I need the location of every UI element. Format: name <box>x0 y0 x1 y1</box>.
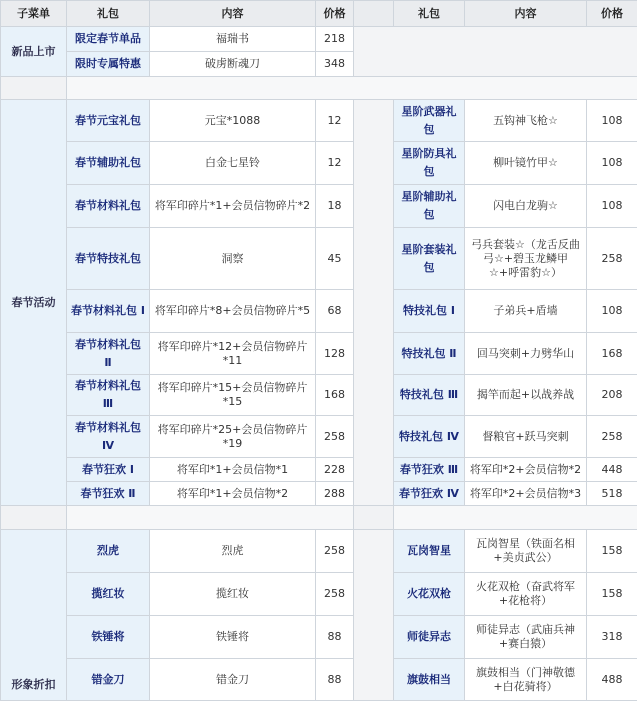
header-gift: 礼包 <box>67 1 150 27</box>
gift-price: 168 <box>316 375 354 416</box>
spacer-cell <box>394 506 637 530</box>
gift-name-2: 特技礼包 Ⅲ <box>394 375 465 416</box>
gift-content: 将军印碎片*12+会员信物碎片*11 <box>150 333 316 375</box>
gift-content-2: 闪电白龙驹☆ <box>465 185 587 228</box>
header-content-2: 内容 <box>465 1 587 27</box>
gift-price: 12 <box>316 142 354 185</box>
gift-price-2: 168 <box>587 333 637 375</box>
gift-content-2: 火花双枪（奋武将军+花枪将） <box>465 573 587 616</box>
gift-price-2: 488 <box>587 659 637 701</box>
gift-name-2: 星阶辅助礼包 <box>394 185 465 228</box>
gift-price-2: 158 <box>587 573 637 616</box>
spacer-cell <box>67 506 354 530</box>
gift-content: 破虏断魂刀 <box>150 52 316 77</box>
header-price: 价格 <box>316 1 354 27</box>
gift-content-2: 柳叶镜竹甲☆ <box>465 142 587 185</box>
section-image-label: 形象折扣 <box>1 530 67 701</box>
gift-price: 218 <box>316 27 354 52</box>
gift-name: 烈虎 <box>67 530 150 573</box>
header-content: 内容 <box>150 1 316 27</box>
gift-content: 将军印碎片*25+会员信物碎片*19 <box>150 416 316 458</box>
gift-name: 春节元宝礼包 <box>67 100 150 142</box>
gift-name-2: 特技礼包 Ⅳ <box>394 416 465 458</box>
gap-column <box>354 530 394 701</box>
gift-price: 88 <box>316 659 354 701</box>
gift-content: 烈虎 <box>150 530 316 573</box>
gift-name-2: 特技礼包 Ⅰ <box>394 290 465 333</box>
gift-name-2: 师徒异志 <box>394 616 465 659</box>
header-price-2: 价格 <box>587 1 637 27</box>
gift-content: 白金七星铃 <box>150 142 316 185</box>
gift-price: 12 <box>316 100 354 142</box>
gift-name: 春节狂欢 Ⅰ <box>67 458 150 482</box>
spacer-cell <box>354 506 394 530</box>
gift-name-2: 星阶防具礼包 <box>394 142 465 185</box>
gift-price: 288 <box>316 482 354 506</box>
gift-name: 限定春节单品 <box>67 27 150 52</box>
gift-name-2: 星阶套装礼包 <box>394 228 465 290</box>
gift-price: 348 <box>316 52 354 77</box>
gift-content: 将军印碎片*1+会员信物碎片*2 <box>150 185 316 228</box>
gift-price-2: 448 <box>587 458 637 482</box>
gift-price: 68 <box>316 290 354 333</box>
gift-name-2: 旗鼓相当 <box>394 659 465 701</box>
gift-content: 将军印碎片*8+会员信物碎片*5 <box>150 290 316 333</box>
gift-name: 铁锤将 <box>67 616 150 659</box>
spacer-cell <box>67 77 637 100</box>
gift-content: 将军印*1+会员信物*2 <box>150 482 316 506</box>
gift-name-2: 特技礼包 Ⅱ <box>394 333 465 375</box>
gift-content-2: 瓦岗智星（铁面名相+美贞武公） <box>465 530 587 573</box>
gift-name-2: 春节狂欢 Ⅲ <box>394 458 465 482</box>
gift-price-2: 258 <box>587 416 637 458</box>
gift-name-2: 火花双枪 <box>394 573 465 616</box>
gift-content-2: 揭竿而起+以战养战 <box>465 375 587 416</box>
gift-content-2: 子弟兵+盾墙 <box>465 290 587 333</box>
gift-content-2: 回马突刺+力劈华山 <box>465 333 587 375</box>
header-gift-2: 礼包 <box>394 1 465 27</box>
gift-price: 18 <box>316 185 354 228</box>
gift-price-2: 258 <box>587 228 637 290</box>
gift-name: 春节材料礼包 <box>67 185 150 228</box>
gift-price-2: 158 <box>587 530 637 573</box>
header-submenu: 子菜单 <box>1 1 67 27</box>
gift-name: 春节材料礼包 Ⅲ <box>67 375 150 416</box>
gift-price-2: 318 <box>587 616 637 659</box>
gift-price-2: 108 <box>587 290 637 333</box>
gift-price: 258 <box>316 573 354 616</box>
gift-content-2: 督粮官+跃马突刺 <box>465 416 587 458</box>
gift-price-2: 108 <box>587 185 637 228</box>
gift-price: 45 <box>316 228 354 290</box>
header-gap <box>354 1 394 27</box>
gift-name-2: 星阶武器礼包 <box>394 100 465 142</box>
gift-price: 88 <box>316 616 354 659</box>
gift-name: 春节辅助礼包 <box>67 142 150 185</box>
gift-content: 福瑞书 <box>150 27 316 52</box>
gift-price-2: 108 <box>587 142 637 185</box>
gap-column <box>354 100 394 506</box>
gift-price: 258 <box>316 530 354 573</box>
gift-content-2: 旗鼓相当（门神敬德+白花骑将） <box>465 659 587 701</box>
spacer-cell <box>1 506 67 530</box>
gift-name: 错金刀 <box>67 659 150 701</box>
gift-name: 春节材料礼包 Ⅳ <box>67 416 150 458</box>
gift-name: 春节材料礼包 Ⅰ <box>67 290 150 333</box>
gift-content-2: 五钩神飞枪☆ <box>465 100 587 142</box>
gift-content-2: 弓兵套装☆（龙舌反曲弓☆+碧玉龙鳞甲☆+呼雷豹☆） <box>465 228 587 290</box>
gift-price-2: 518 <box>587 482 637 506</box>
gift-name: 春节狂欢 Ⅱ <box>67 482 150 506</box>
gift-price: 228 <box>316 458 354 482</box>
gift-name: 限时专属特惠 <box>67 52 150 77</box>
gift-name-2: 春节狂欢 Ⅳ <box>394 482 465 506</box>
gift-price-2: 208 <box>587 375 637 416</box>
section-spring-label: 春节活动 <box>1 100 67 506</box>
section-new-label: 新品上市 <box>1 27 67 77</box>
gift-content: 将军印碎片*15+会员信物碎片*15 <box>150 375 316 416</box>
gift-price: 258 <box>316 416 354 458</box>
gift-name-2: 瓦岗智星 <box>394 530 465 573</box>
gift-content-2: 师徒异志（武庙兵神+赛白猿） <box>465 616 587 659</box>
gift-price-2: 108 <box>587 100 637 142</box>
gift-name: 春节材料礼包 Ⅱ <box>67 333 150 375</box>
gift-content: 元宝*1088 <box>150 100 316 142</box>
gift-name: 春节特技礼包 <box>67 228 150 290</box>
gift-content: 错金刀 <box>150 659 316 701</box>
gift-content: 揽红妆 <box>150 573 316 616</box>
gift-content-2: 将军印*2+会员信物*3 <box>465 482 587 506</box>
gift-content-2: 将军印*2+会员信物*2 <box>465 458 587 482</box>
gift-price: 128 <box>316 333 354 375</box>
spacer-cell <box>1 77 67 100</box>
gift-content: 将军印*1+会员信物*1 <box>150 458 316 482</box>
empty-area <box>354 27 637 77</box>
gift-name: 揽红妆 <box>67 573 150 616</box>
gift-content: 洞察 <box>150 228 316 290</box>
gift-content: 铁锤将 <box>150 616 316 659</box>
